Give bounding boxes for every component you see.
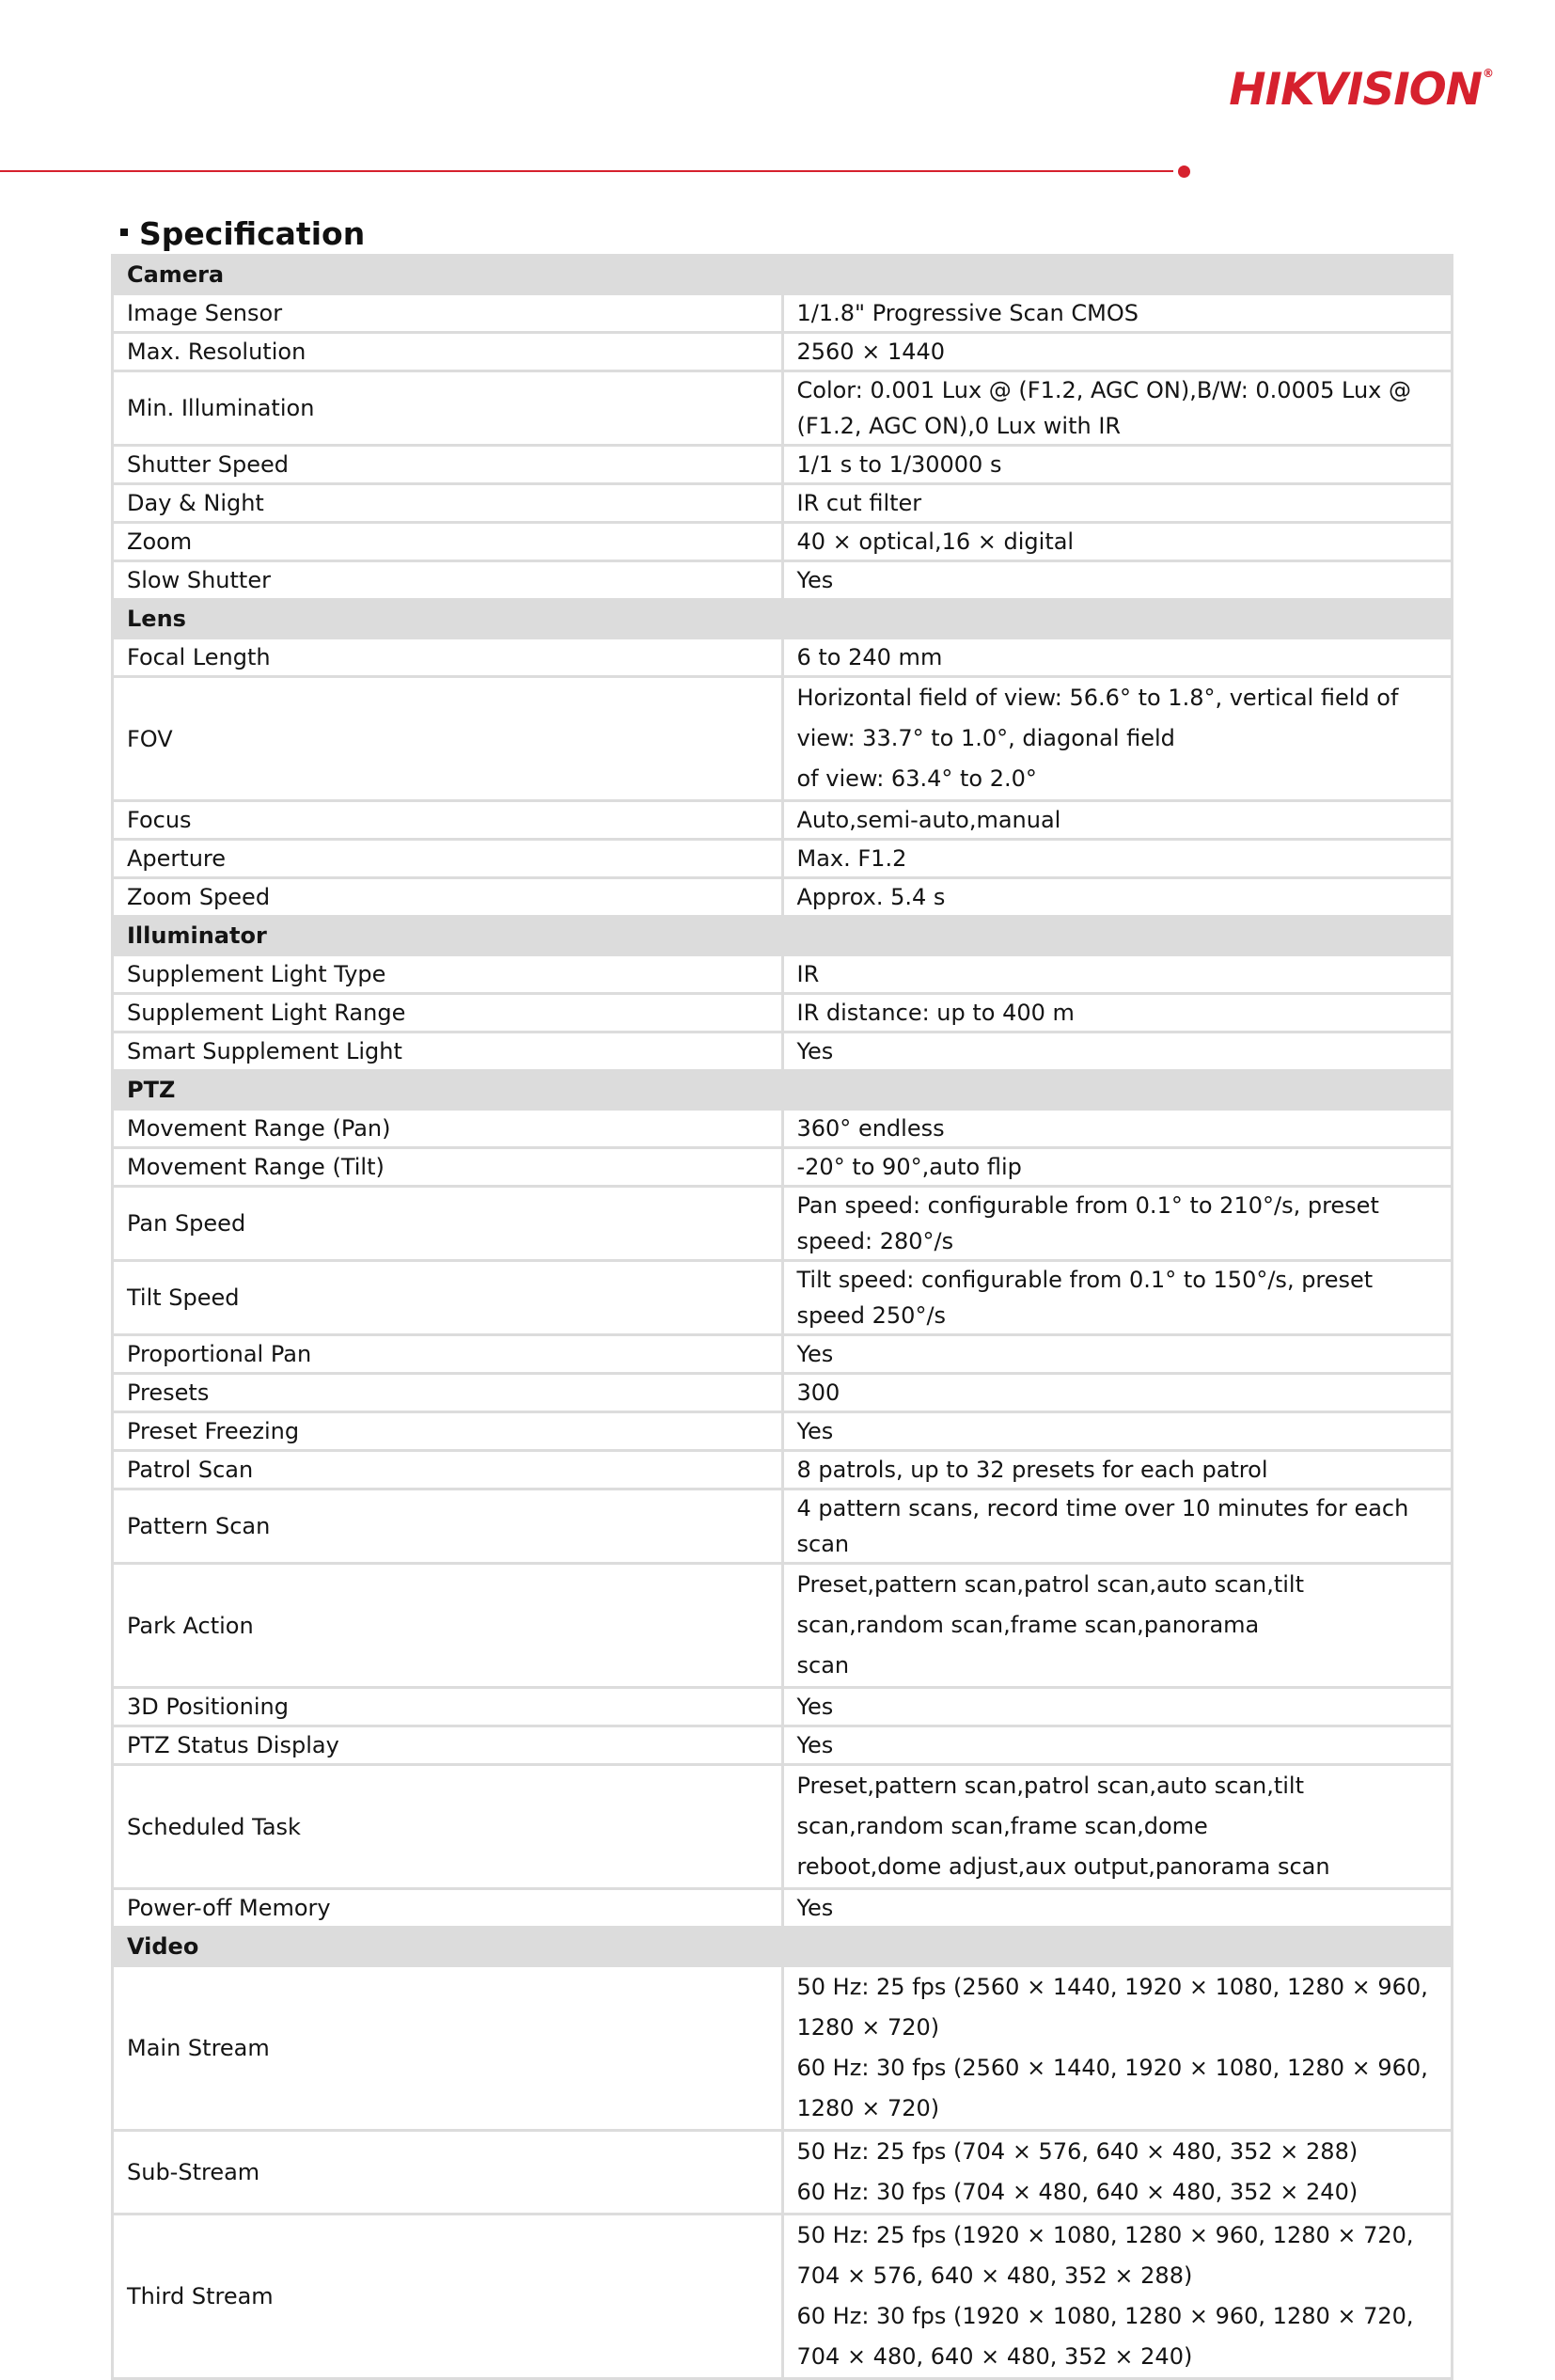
- spec-row: [113, 2131, 1453, 2215]
- spec-value-line: Color: 0.001 Lux @ (F1.2, AGC ON),B/W: 0.0005 Lux @ (F1.2, AGC ON),0 Lux with IR: [796, 377, 1412, 439]
- spec-label: Scheduled Task: [113, 1765, 783, 1889]
- spec-row: [113, 1889, 1453, 1928]
- spec-value: [782, 1032, 1453, 1071]
- registered-mark: ®: [1483, 67, 1493, 80]
- spec-value-line: 50 Hz: 25 fps (704 × 576, 640 × 480, 352 × 288): [796, 2138, 1359, 2165]
- group-header-row: [113, 600, 1453, 638]
- spec-value-line: 300: [796, 1379, 840, 1406]
- spec-label: Supplement Light Type: [113, 955, 783, 994]
- spec-label: Movement Range (Tilt): [113, 1148, 783, 1187]
- spec-label: Main Stream: [113, 1966, 783, 2131]
- spec-label: Zoom: [113, 523, 783, 561]
- spec-value: [782, 333, 1453, 371]
- spec-label: Focal Length: [113, 638, 783, 677]
- spec-label: Tilt Speed: [113, 1261, 783, 1335]
- spec-value: [782, 1889, 1453, 1928]
- spec-value-line: Yes: [796, 1732, 834, 1758]
- spec-label: Sub-Stream: [113, 2131, 783, 2215]
- spec-row: [113, 1261, 1453, 1335]
- spec-label: Image Sensor: [113, 294, 783, 333]
- spec-value: [782, 1335, 1453, 1374]
- spec-value-line: Approx. 5.4 s: [796, 884, 946, 910]
- group-header: PTZ: [113, 1071, 1453, 1110]
- spec-label: Aperture: [113, 840, 783, 878]
- spec-label: PTZ Status Display: [113, 1726, 783, 1765]
- spec-row: [113, 1148, 1453, 1187]
- spec-value: [782, 1451, 1453, 1489]
- spec-value-line: Yes: [796, 1341, 834, 1367]
- spec-label: Smart Supplement Light: [113, 1032, 783, 1071]
- spec-value: [782, 1148, 1453, 1187]
- spec-value: [782, 994, 1453, 1032]
- spec-value-line: Tilt speed: configurable from 0.1° to 150°/s, preset speed 250°/s: [796, 1267, 1374, 1329]
- spec-value-line: 50 Hz: 25 fps (1920 × 1080, 1280 × 960, 1280 × 720, 704 × 576, 640 × 480, 352 × 288): [796, 2222, 1414, 2289]
- spec-value-line: Horizontal field of view: 56.6° to 1.8°, vertical field of view: 33.7° to 1.0°, diagonal field: [796, 685, 1399, 751]
- header-divider-dot: [1178, 165, 1190, 178]
- spec-row: [113, 840, 1453, 878]
- spec-value: [782, 446, 1453, 484]
- spec-label: Max. Resolution: [113, 333, 783, 371]
- spec-value: [782, 801, 1453, 840]
- specification-table-body: [113, 256, 1453, 2379]
- spec-label: Pan Speed: [113, 1187, 783, 1261]
- spec-label: Presets: [113, 1374, 783, 1412]
- spec-value: [782, 677, 1453, 801]
- spec-value-line: 4 pattern scans, record time over 10 minutes for each scan: [796, 1495, 1409, 1557]
- spec-value-line: Pan speed: configurable from 0.1° to 210°/s, preset speed: 280°/s: [796, 1192, 1379, 1254]
- spec-label: Third Stream: [113, 2215, 783, 2379]
- spec-value-line: of view: 63.4° to 2.0°: [796, 765, 1037, 792]
- spec-label: FOV: [113, 677, 783, 801]
- spec-value-line: Yes: [796, 1038, 834, 1064]
- spec-value-line: Yes: [796, 567, 834, 593]
- spec-value-line: 50 Hz: 25 fps (2560 × 1440, 1920 × 1080, 1280 × 960, 1280 × 720): [796, 1974, 1428, 2041]
- group-header: Lens: [113, 600, 1453, 638]
- logo-text: HIKVISION: [1229, 64, 1482, 116]
- spec-label: Movement Range (Pan): [113, 1110, 783, 1148]
- spec-row: [113, 1489, 1453, 1564]
- spec-value: [782, 638, 1453, 677]
- spec-label: Power-off Memory: [113, 1889, 783, 1928]
- spec-value-line: Preset,pattern scan,patrol scan,auto scan,tilt scan,random scan,frame scan,panorama: [796, 1571, 1304, 1638]
- spec-value: [782, 561, 1453, 600]
- section-title-text: Specification: [139, 215, 366, 252]
- spec-row: [113, 1726, 1453, 1765]
- spec-row: [113, 994, 1453, 1032]
- group-header-row: [113, 1928, 1453, 1966]
- spec-value-line: 360° endless: [796, 1115, 945, 1142]
- spec-value-line: Yes: [796, 1418, 834, 1444]
- group-header-row: [113, 1071, 1453, 1110]
- spec-label: Focus: [113, 801, 783, 840]
- spec-label: Slow Shutter: [113, 561, 783, 600]
- spec-value-line: 1/1 s to 1/30000 s: [796, 451, 1002, 478]
- spec-value-line: 40 × optical,16 × digital: [796, 528, 1075, 555]
- spec-value: [782, 1688, 1453, 1726]
- spec-value-line: 60 Hz: 30 fps (1920 × 1080, 1280 × 960, 1280 × 720, 704 × 480, 640 × 480, 352 × 240): [796, 2303, 1414, 2370]
- spec-value: [782, 484, 1453, 523]
- spec-value-line: reboot,dome adjust,aux output,panorama scan: [796, 1853, 1330, 1880]
- spec-label: Park Action: [113, 1564, 783, 1688]
- spec-value: [782, 840, 1453, 878]
- spec-value-line: 6 to 240 mm: [796, 644, 943, 670]
- spec-row: [113, 801, 1453, 840]
- spec-row: [113, 523, 1453, 561]
- spec-label: Day & Night: [113, 484, 783, 523]
- group-header-row: [113, 256, 1453, 294]
- spec-label: Preset Freezing: [113, 1412, 783, 1451]
- spec-value: [782, 878, 1453, 917]
- spec-value: [782, 2215, 1453, 2379]
- spec-value: [782, 2131, 1453, 2215]
- hikvision-logo: [1229, 64, 1493, 116]
- spec-row: [113, 1765, 1453, 1889]
- spec-label: Proportional Pan: [113, 1335, 783, 1374]
- spec-value: [782, 1261, 1453, 1335]
- group-header: Illuminator: [113, 917, 1453, 955]
- square-bullet-icon: [120, 229, 128, 236]
- spec-value-line: Auto,semi-auto,manual: [796, 807, 1061, 833]
- spec-row: [113, 1110, 1453, 1148]
- spec-row: [113, 1032, 1453, 1071]
- spec-value-line: Preset,pattern scan,patrol scan,auto scan,tilt scan,random scan,frame scan,dome: [796, 1773, 1304, 1839]
- spec-value-line: Yes: [796, 1895, 834, 1921]
- spec-row: [113, 1688, 1453, 1726]
- spec-value-line: 2560 × 1440: [796, 339, 946, 365]
- spec-row: [113, 638, 1453, 677]
- spec-row: [113, 2215, 1453, 2379]
- spec-row: [113, 1412, 1453, 1451]
- group-header: Video: [113, 1928, 1453, 1966]
- spec-value-line: IR cut filter: [796, 490, 922, 516]
- spec-row: [113, 371, 1453, 446]
- spec-value: [782, 1765, 1453, 1889]
- header-divider-line: [0, 170, 1173, 172]
- spec-row: [113, 878, 1453, 917]
- spec-value-line: 60 Hz: 30 fps (704 × 480, 640 × 480, 352 × 240): [796, 2179, 1359, 2205]
- spec-value: [782, 1110, 1453, 1148]
- spec-row: [113, 955, 1453, 994]
- spec-value: [782, 523, 1453, 561]
- spec-label: Supplement Light Range: [113, 994, 783, 1032]
- spec-value-line: 60 Hz: 30 fps (2560 × 1440, 1920 × 1080, 1280 × 960, 1280 × 720): [796, 2055, 1428, 2121]
- spec-value-line: IR distance: up to 400 m: [796, 1000, 1075, 1026]
- group-header-row: [113, 917, 1453, 955]
- spec-row: [113, 446, 1453, 484]
- spec-label: Patrol Scan: [113, 1451, 783, 1489]
- spec-value: [782, 371, 1453, 446]
- spec-value-line: -20° to 90°,auto flip: [796, 1154, 1022, 1180]
- spec-value-line: scan: [796, 1652, 850, 1679]
- spec-value-line: Max. F1.2: [796, 845, 907, 872]
- spec-value: [782, 1412, 1453, 1451]
- spec-row: [113, 561, 1453, 600]
- spec-row: [113, 1966, 1453, 2131]
- spec-row: [113, 677, 1453, 801]
- specification-table: [111, 254, 1453, 2380]
- spec-row: [113, 1335, 1453, 1374]
- spec-value: [782, 294, 1453, 333]
- spec-row: [113, 333, 1453, 371]
- spec-label: Min. Illumination: [113, 371, 783, 446]
- spec-row: [113, 1187, 1453, 1261]
- spec-value: [782, 1489, 1453, 1564]
- spec-label: 3D Positioning: [113, 1688, 783, 1726]
- spec-label: Zoom Speed: [113, 878, 783, 917]
- spec-value-line: 8 patrols, up to 32 presets for each patrol: [796, 1457, 1268, 1483]
- spec-row: [113, 294, 1453, 333]
- spec-row: [113, 1451, 1453, 1489]
- section-title: [120, 213, 365, 256]
- group-header: Camera: [113, 256, 1453, 294]
- spec-value-line: 1/1.8" Progressive Scan CMOS: [796, 300, 1139, 326]
- spec-value: [782, 1187, 1453, 1261]
- spec-value: [782, 1726, 1453, 1765]
- spec-value: [782, 1564, 1453, 1688]
- spec-value: [782, 1966, 1453, 2131]
- spec-value-line: Yes: [796, 1694, 834, 1720]
- spec-value-line: IR: [796, 961, 820, 987]
- spec-row: [113, 1374, 1453, 1412]
- spec-label: Shutter Speed: [113, 446, 783, 484]
- spec-label: Pattern Scan: [113, 1489, 783, 1564]
- spec-value: [782, 955, 1453, 994]
- spec-row: [113, 484, 1453, 523]
- spec-row: [113, 1564, 1453, 1688]
- spec-value: [782, 1374, 1453, 1412]
